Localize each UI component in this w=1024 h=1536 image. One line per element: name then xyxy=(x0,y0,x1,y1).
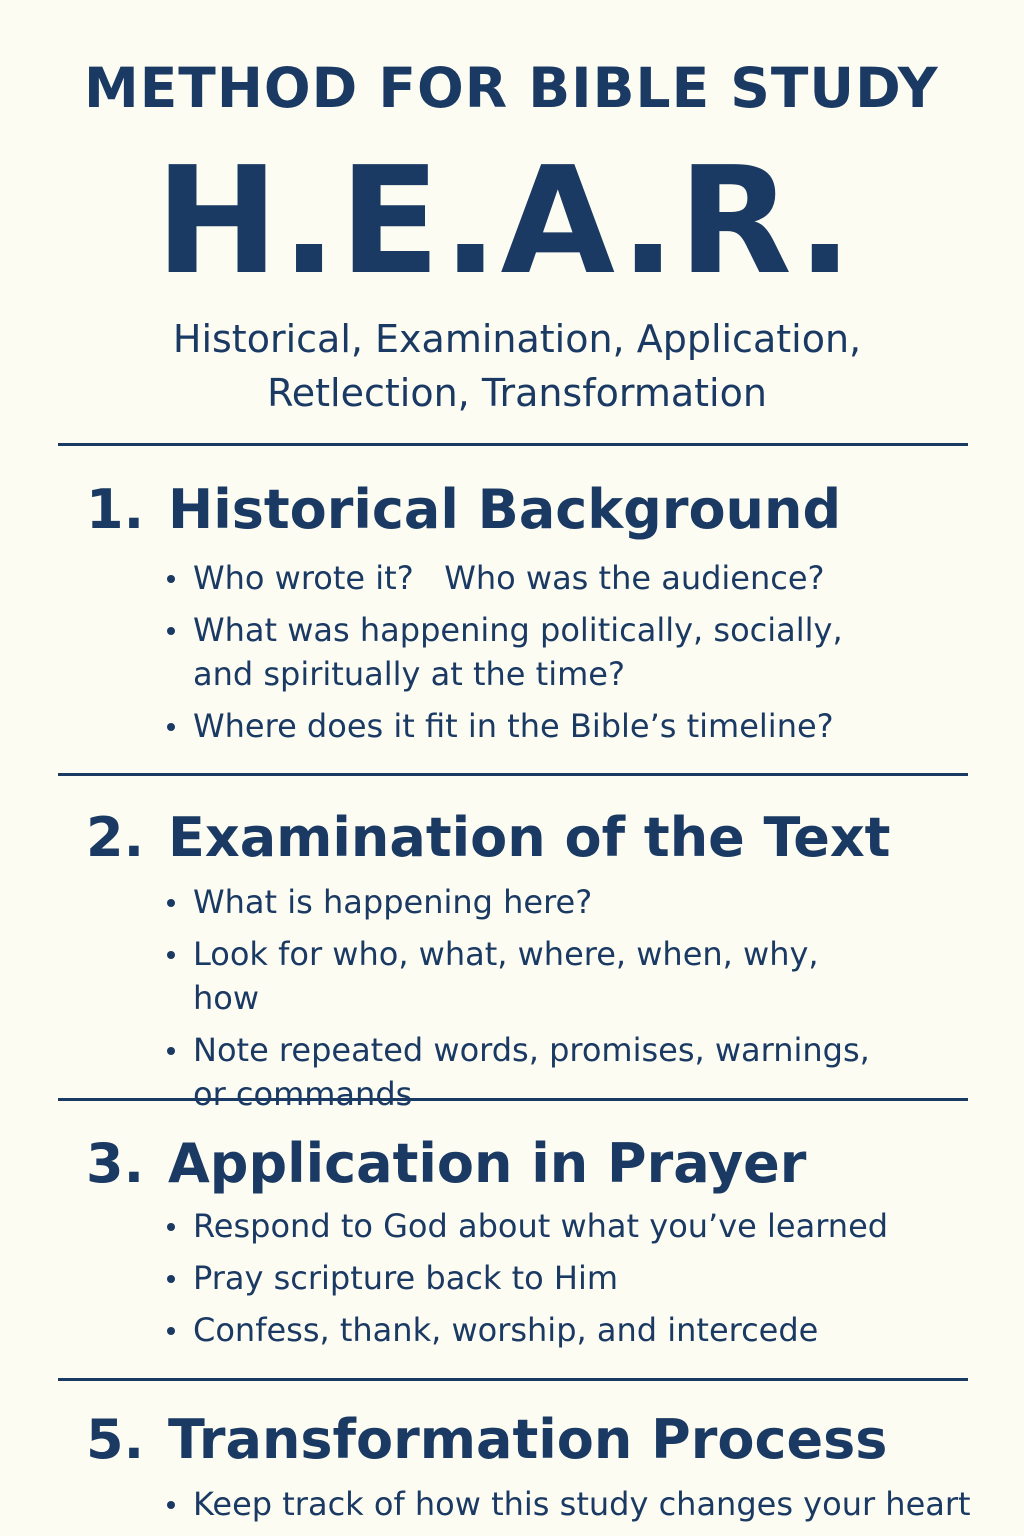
section-number: 3. xyxy=(86,1132,145,1195)
section-title: Transformation Process xyxy=(168,1408,888,1471)
expansion-line-2: Retlection, Transformation xyxy=(267,371,767,415)
section-number: 5. xyxy=(86,1408,145,1471)
section-heading xyxy=(86,1134,806,1193)
expansion-line-1: Historical, Examination, Application, xyxy=(172,317,862,361)
section-heading xyxy=(86,808,891,867)
section-title: Examination of the Text xyxy=(168,806,891,869)
divider xyxy=(58,443,968,446)
divider xyxy=(58,1378,968,1381)
list-item: What is happening here? xyxy=(164,880,893,924)
list-item: Keep track of how this study changes your heart xyxy=(164,1482,971,1526)
divider xyxy=(58,1098,968,1101)
divider xyxy=(58,773,968,776)
list-item: Who wrote it? Who was the audience? xyxy=(164,556,853,600)
list-item: Confess, thank, worship, and intercede xyxy=(164,1308,888,1352)
list-item: Look for who, what, where, when, why, how xyxy=(164,932,893,1020)
acronym-title: H.E.A.R. xyxy=(155,135,855,307)
bullet-list xyxy=(164,880,893,1124)
list-item: Respond to God about what you’ve learned xyxy=(164,1204,888,1248)
list-item: What was happening politically, socially, and spiritually at the time? xyxy=(164,608,853,696)
section-number: 2. xyxy=(86,806,145,869)
bullet-list xyxy=(164,1482,971,1534)
list-item: Pray scripture back to Him xyxy=(164,1256,888,1300)
list-item: Note repeated words, promises, warnings, or commands xyxy=(164,1028,893,1116)
bullet-list xyxy=(164,556,853,756)
section-heading xyxy=(86,1410,887,1469)
acronym-expansion xyxy=(0,312,1024,420)
page-kicker: METHOD FOR BIBLE STUDY xyxy=(84,56,939,120)
section-title: Historical Background xyxy=(168,478,842,541)
section-number: 1. xyxy=(86,478,145,541)
section-title: Application in Prayer xyxy=(168,1132,807,1195)
bullet-list xyxy=(164,1204,888,1360)
list-item: Where does it fit in the Bible’s timeline? xyxy=(164,704,853,748)
section-heading xyxy=(86,480,841,539)
